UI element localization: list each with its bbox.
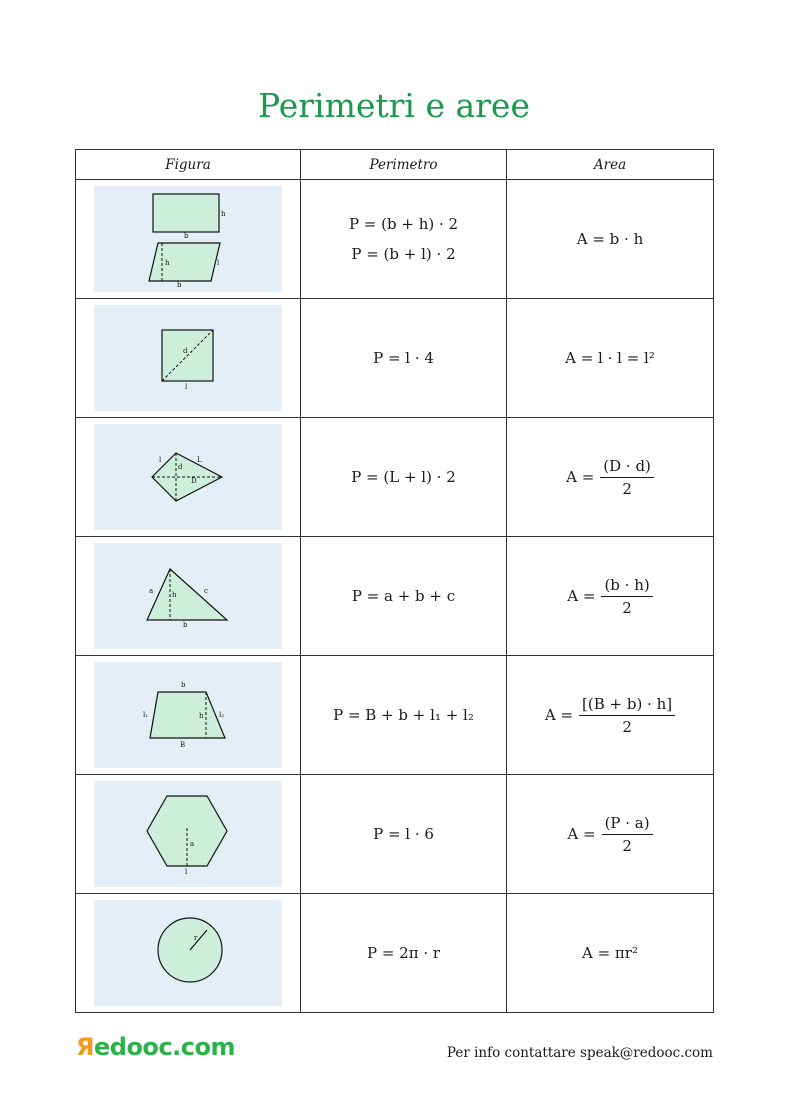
fraction-denominator: 2 bbox=[622, 479, 632, 498]
perimeter-formula: P = (L + l) · 2 bbox=[351, 468, 456, 486]
hexagon-icon bbox=[94, 781, 282, 887]
perimeter-cell bbox=[301, 537, 507, 656]
figure-cell bbox=[76, 894, 301, 1013]
perimeter-cell bbox=[301, 418, 507, 537]
table-row bbox=[76, 537, 714, 656]
area-formula: A = b · h bbox=[576, 230, 644, 248]
shape-label: l bbox=[185, 383, 188, 391]
shape-label: h bbox=[199, 712, 204, 720]
triangle-icon bbox=[94, 543, 282, 649]
perimeter-cell bbox=[301, 656, 507, 775]
fraction-numerator: [(B + b) · h] bbox=[579, 695, 675, 716]
shape-label: a bbox=[190, 840, 195, 848]
perimeter-cell bbox=[301, 299, 507, 418]
header-area: Area bbox=[507, 150, 714, 180]
area-cell bbox=[507, 180, 714, 299]
perimeter-formula: P = 2π · r bbox=[366, 944, 441, 962]
perimeter-formula: P = a + b + c bbox=[351, 587, 456, 605]
shape-label: L bbox=[197, 456, 202, 464]
perimeter-formula: P = l · 4 bbox=[373, 349, 434, 367]
shape-label: l₂ bbox=[219, 711, 225, 719]
shape-label: l bbox=[185, 868, 188, 876]
perimeter-cell bbox=[301, 894, 507, 1013]
table-row bbox=[76, 656, 714, 775]
fraction-numerator: (D · d) bbox=[600, 457, 654, 478]
table-row bbox=[76, 180, 714, 299]
shape-label: l bbox=[159, 456, 162, 464]
area-cell bbox=[507, 894, 714, 1013]
shape-label: B bbox=[180, 741, 186, 749]
rectangle-parallelogram-icon bbox=[94, 186, 282, 292]
area-formula: A = $\frac{[(B + b) \cdot h]}{2}$ bbox=[545, 695, 675, 736]
trapezoid-icon bbox=[94, 662, 282, 768]
perimeter-cell bbox=[301, 775, 507, 894]
area-formula: A = $\frac{(b \cdot h)}{2}$ bbox=[567, 576, 652, 617]
perimeter-formula: P = (b + h) · 2 bbox=[348, 215, 459, 233]
perimeter-formula: P = (b + l) · 2 bbox=[351, 245, 456, 263]
table-row bbox=[76, 418, 714, 537]
figure-cell bbox=[76, 418, 301, 537]
figure-cell bbox=[76, 537, 301, 656]
perimeter-formula: P = l · 6 bbox=[373, 825, 434, 843]
page-title: Perimetri e aree bbox=[257, 86, 530, 125]
table-row bbox=[76, 894, 714, 1013]
shape-label: a bbox=[149, 587, 154, 595]
shape-label: l₁ bbox=[143, 711, 149, 719]
redooc-logo[interactable]: Яedooc.com bbox=[76, 1033, 235, 1061]
shape-label: b bbox=[183, 621, 188, 629]
formula-table bbox=[75, 149, 714, 1013]
area-formula: A = πr² bbox=[582, 944, 638, 962]
shape-label: b bbox=[181, 681, 186, 689]
shape-label: b bbox=[177, 281, 182, 289]
area-formula: A = $\frac{(P \cdot a)}{2}$ bbox=[567, 814, 652, 855]
fraction-denominator: 2 bbox=[622, 598, 632, 617]
table-row bbox=[76, 299, 714, 418]
kite-icon bbox=[94, 424, 282, 530]
area-cell bbox=[507, 418, 714, 537]
area-formula: A = l · l = l² bbox=[565, 349, 655, 367]
perimeter-cell bbox=[301, 180, 507, 299]
area-formula: A = $\frac{(D \cdot d)}{2}$ bbox=[566, 457, 654, 498]
fraction-numerator: (P · a) bbox=[602, 814, 653, 835]
fraction-numerator: (b · h) bbox=[601, 576, 652, 597]
header-perimeter: Perimetro bbox=[301, 150, 507, 180]
table-row bbox=[76, 775, 714, 894]
area-cell bbox=[507, 299, 714, 418]
area-cell bbox=[507, 775, 714, 894]
shape-label: h bbox=[221, 210, 226, 218]
figure-cell bbox=[76, 180, 301, 299]
perimeter-formula: P = B + b + l₁ + l₂ bbox=[333, 706, 474, 724]
contact-info: Per info contattare speak@redooc.com bbox=[446, 1045, 713, 1061]
header-figure: Figura bbox=[76, 150, 301, 180]
shape-label: D bbox=[191, 477, 197, 485]
shape-label: b bbox=[184, 232, 189, 240]
shape-label: d bbox=[178, 463, 183, 471]
shape-label: d bbox=[183, 347, 188, 355]
table-header-row bbox=[76, 150, 714, 180]
shape-label: c bbox=[204, 587, 208, 595]
figure-cell bbox=[76, 775, 301, 894]
area-cell bbox=[507, 656, 714, 775]
figure-cell bbox=[76, 299, 301, 418]
shape-label: l bbox=[217, 259, 220, 267]
fraction-denominator: 2 bbox=[622, 836, 632, 855]
shape-label: r bbox=[194, 934, 198, 942]
area-cell bbox=[507, 537, 714, 656]
shape-label: h bbox=[172, 591, 177, 599]
square-icon bbox=[94, 305, 282, 411]
figure-cell bbox=[76, 656, 301, 775]
fraction-denominator: 2 bbox=[622, 717, 632, 736]
circle-icon bbox=[94, 900, 282, 1006]
shape-label: h bbox=[165, 259, 170, 267]
